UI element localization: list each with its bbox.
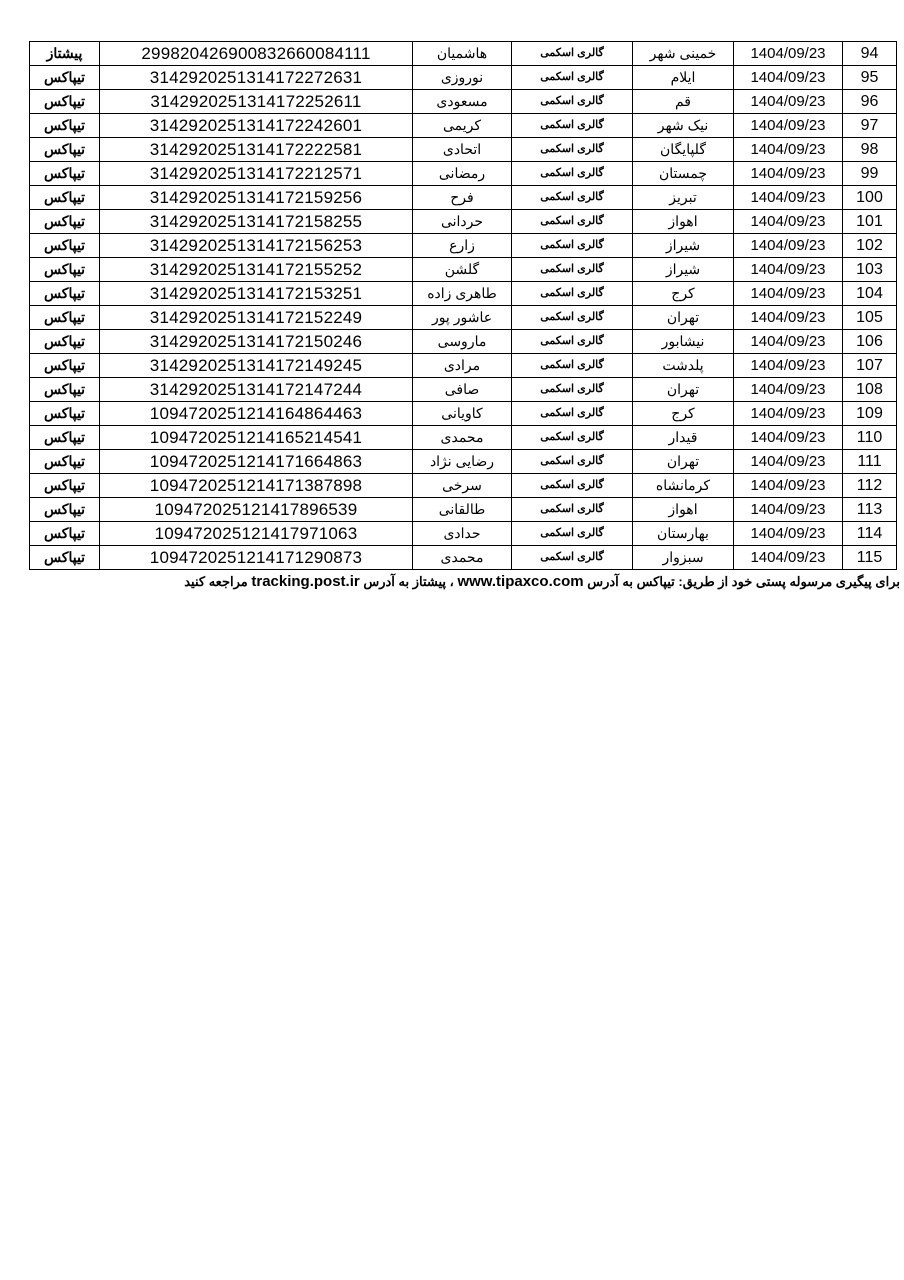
shop-name-cell: گالری اسکمی <box>512 258 633 282</box>
table-row <box>30 450 897 474</box>
shop-name-cell: گالری اسکمی <box>512 234 633 258</box>
table-row <box>30 522 897 546</box>
tracking-number-cell: 1094720251214171290873 <box>100 546 413 570</box>
date-cell: 1404/09/23 <box>734 354 843 378</box>
table-row <box>30 138 897 162</box>
date-cell: 1404/09/23 <box>734 186 843 210</box>
table-row <box>30 498 897 522</box>
row-number-cell: 106 <box>843 330 897 354</box>
carrier-cell: تیپاکس <box>30 186 100 210</box>
tracking-number-cell: 3142920251314172156253 <box>100 234 413 258</box>
recipient-name-cell: طالقانی <box>413 498 512 522</box>
city-cell: ایلام <box>633 66 734 90</box>
recipient-name-cell: حدادی <box>413 522 512 546</box>
recipient-name-cell: سرخی <box>413 474 512 498</box>
city-cell: پلدشت <box>633 354 734 378</box>
carrier-cell: تیپاکس <box>30 354 100 378</box>
city-cell: قیدار <box>633 426 734 450</box>
tracking-number-cell: 1094720251214171664863 <box>100 450 413 474</box>
carrier-cell: تیپاکس <box>30 474 100 498</box>
shop-name-cell: گالری اسکمی <box>512 450 633 474</box>
city-cell: نیشابور <box>633 330 734 354</box>
carrier-cell: تیپاکس <box>30 258 100 282</box>
carrier-cell: تیپاکس <box>30 378 100 402</box>
recipient-name-cell: زارع <box>413 234 512 258</box>
date-cell: 1404/09/23 <box>734 210 843 234</box>
date-cell: 1404/09/23 <box>734 498 843 522</box>
tracking-number-cell: 109472025121417971063 <box>100 522 413 546</box>
table-row <box>30 186 897 210</box>
carrier-cell: تیپاکس <box>30 522 100 546</box>
shop-name-cell: گالری اسکمی <box>512 162 633 186</box>
tracking-number-cell: 3142920251314172242601 <box>100 114 413 138</box>
table-row <box>30 426 897 450</box>
tracking-number-cell: 3142920251314172222581 <box>100 138 413 162</box>
tracking-number-cell: 299820426900832660084111 <box>100 42 413 66</box>
shop-name-cell: گالری اسکمی <box>512 378 633 402</box>
date-cell: 1404/09/23 <box>734 42 843 66</box>
table-row <box>30 546 897 570</box>
date-cell: 1404/09/23 <box>734 402 843 426</box>
shop-name-cell: گالری اسکمی <box>512 354 633 378</box>
tracking-number-cell: 3142920251314172252611 <box>100 90 413 114</box>
row-number-cell: 111 <box>843 450 897 474</box>
row-number-cell: 112 <box>843 474 897 498</box>
table-row <box>30 306 897 330</box>
date-cell: 1404/09/23 <box>734 138 843 162</box>
row-number-cell: 95 <box>843 66 897 90</box>
city-cell: کرج <box>633 282 734 306</box>
recipient-name-cell: اتحادی <box>413 138 512 162</box>
recipient-name-cell: نوروزی <box>413 66 512 90</box>
carrier-cell: پیشتاز <box>30 42 100 66</box>
city-cell: خمینی شهر <box>633 42 734 66</box>
carrier-cell: تیپاکس <box>30 426 100 450</box>
recipient-name-cell: کریمی <box>413 114 512 138</box>
row-number-cell: 105 <box>843 306 897 330</box>
row-number-cell: 97 <box>843 114 897 138</box>
table-row <box>30 330 897 354</box>
row-number-cell: 109 <box>843 402 897 426</box>
carrier-cell: تیپاکس <box>30 90 100 114</box>
shop-name-cell: گالری اسکمی <box>512 210 633 234</box>
shop-name-cell: گالری اسکمی <box>512 42 633 66</box>
date-cell: 1404/09/23 <box>734 90 843 114</box>
city-cell: گلپایگان <box>633 138 734 162</box>
tipax-url-link[interactable]: www.tipaxco.com <box>457 573 584 590</box>
city-cell: شیراز <box>633 258 734 282</box>
date-cell: 1404/09/23 <box>734 546 843 570</box>
tracking-instructions-middle: ، پیشتاز به آدرس <box>363 574 454 589</box>
shop-name-cell: گالری اسکمی <box>512 306 633 330</box>
row-number-cell: 113 <box>843 498 897 522</box>
table-row <box>30 282 897 306</box>
shop-name-cell: گالری اسکمی <box>512 138 633 162</box>
shop-name-cell: گالری اسکمی <box>512 66 633 90</box>
row-number-cell: 104 <box>843 282 897 306</box>
date-cell: 1404/09/23 <box>734 162 843 186</box>
recipient-name-cell: مرادی <box>413 354 512 378</box>
carrier-cell: تیپاکس <box>30 66 100 90</box>
city-cell: قم <box>633 90 734 114</box>
tracking-number-cell: 3142920251314172149245 <box>100 354 413 378</box>
table-row <box>30 402 897 426</box>
date-cell: 1404/09/23 <box>734 426 843 450</box>
tracking-number-cell: 3142920251314172152249 <box>100 306 413 330</box>
carrier-cell: تیپاکس <box>30 282 100 306</box>
tracking-number-cell: 1094720251214165214541 <box>100 426 413 450</box>
shop-name-cell: گالری اسکمی <box>512 90 633 114</box>
shop-name-cell: گالری اسکمی <box>512 522 633 546</box>
row-number-cell: 100 <box>843 186 897 210</box>
date-cell: 1404/09/23 <box>734 330 843 354</box>
recipient-name-cell: محمدی <box>413 426 512 450</box>
date-cell: 1404/09/23 <box>734 258 843 282</box>
carrier-cell: تیپاکس <box>30 498 100 522</box>
row-number-cell: 99 <box>843 162 897 186</box>
date-cell: 1404/09/23 <box>734 450 843 474</box>
shop-name-cell: گالری اسکمی <box>512 474 633 498</box>
row-number-cell: 114 <box>843 522 897 546</box>
table-row <box>30 162 897 186</box>
shipments-table-body <box>30 42 897 570</box>
shop-name-cell: گالری اسکمی <box>512 114 633 138</box>
tracking-instructions-end: مراجعه کنید <box>184 574 248 589</box>
tracking-number-cell: 1094720251214171387898 <box>100 474 413 498</box>
row-number-cell: 102 <box>843 234 897 258</box>
recipient-name-cell: حردانی <box>413 210 512 234</box>
table-row <box>30 234 897 258</box>
tracking-number-cell: 3142920251314172272631 <box>100 66 413 90</box>
tracking-number-cell: 1094720251214164864463 <box>100 402 413 426</box>
post-tracking-url-link[interactable]: tracking.post.ir <box>251 573 360 590</box>
recipient-name-cell: رمضانی <box>413 162 512 186</box>
recipient-name-cell: عاشور پور <box>413 306 512 330</box>
shop-name-cell: گالری اسکمی <box>512 498 633 522</box>
table-row <box>30 354 897 378</box>
tracking-number-cell: 3142920251314172147244 <box>100 378 413 402</box>
shop-name-cell: گالری اسکمی <box>512 186 633 210</box>
city-cell: نیک شهر <box>633 114 734 138</box>
shop-name-cell: گالری اسکمی <box>512 402 633 426</box>
recipient-name-cell: هاشمیان <box>413 42 512 66</box>
tracking-number-cell: 3142920251314172150246 <box>100 330 413 354</box>
shop-name-cell: گالری اسکمی <box>512 426 633 450</box>
recipient-name-cell: رضایی نژاد <box>413 450 512 474</box>
city-cell: کرج <box>633 402 734 426</box>
carrier-cell: تیپاکس <box>30 330 100 354</box>
date-cell: 1404/09/23 <box>734 234 843 258</box>
carrier-cell: تیپاکس <box>30 450 100 474</box>
row-number-cell: 96 <box>843 90 897 114</box>
shop-name-cell: گالری اسکمی <box>512 546 633 570</box>
shop-name-cell: گالری اسکمی <box>512 282 633 306</box>
recipient-name-cell: صافی <box>413 378 512 402</box>
carrier-cell: تیپاکس <box>30 162 100 186</box>
table-row <box>30 66 897 90</box>
row-number-cell: 107 <box>843 354 897 378</box>
recipient-name-cell: گلشن <box>413 258 512 282</box>
carrier-cell: تیپاکس <box>30 138 100 162</box>
table-row <box>30 258 897 282</box>
carrier-cell: تیپاکس <box>30 546 100 570</box>
city-cell: سبزوار <box>633 546 734 570</box>
date-cell: 1404/09/23 <box>734 378 843 402</box>
shipments-table <box>29 41 897 570</box>
table-row <box>30 42 897 66</box>
row-number-cell: 110 <box>843 426 897 450</box>
row-number-cell: 101 <box>843 210 897 234</box>
carrier-cell: تیپاکس <box>30 210 100 234</box>
date-cell: 1404/09/23 <box>734 66 843 90</box>
recipient-name-cell: محمدی <box>413 546 512 570</box>
date-cell: 1404/09/23 <box>734 282 843 306</box>
city-cell: چمستان <box>633 162 734 186</box>
table-row <box>30 378 897 402</box>
city-cell: اهواز <box>633 210 734 234</box>
city-cell: کرمانشاه <box>633 474 734 498</box>
city-cell: تهران <box>633 378 734 402</box>
city-cell: تهران <box>633 306 734 330</box>
row-number-cell: 108 <box>843 378 897 402</box>
date-cell: 1404/09/23 <box>734 114 843 138</box>
tracking-number-cell: 3142920251314172159256 <box>100 186 413 210</box>
recipient-name-cell: طاهری زاده <box>413 282 512 306</box>
city-cell: تهران <box>633 450 734 474</box>
row-number-cell: 98 <box>843 138 897 162</box>
date-cell: 1404/09/23 <box>734 306 843 330</box>
recipient-name-cell: کاویانی <box>413 402 512 426</box>
table-row <box>30 114 897 138</box>
carrier-cell: تیپاکس <box>30 234 100 258</box>
recipient-name-cell: فرح <box>413 186 512 210</box>
tracking-number-cell: 10947202512141789653​9 <box>100 498 413 522</box>
tracking-number-cell: 3142920251314172155252 <box>100 258 413 282</box>
recipient-name-cell: ماروسی <box>413 330 512 354</box>
row-number-cell: 94 <box>843 42 897 66</box>
table-row <box>30 90 897 114</box>
tracking-number-cell: 3142920251314172212571 <box>100 162 413 186</box>
row-number-cell: 115 <box>843 546 897 570</box>
table-row <box>30 210 897 234</box>
carrier-cell: تیپاکس <box>30 306 100 330</box>
carrier-cell: تیپاکس <box>30 114 100 138</box>
table-row <box>30 474 897 498</box>
city-cell: اهواز <box>633 498 734 522</box>
tracking-number-cell: 3142920251314172153251 <box>100 282 413 306</box>
recipient-name-cell: مسعودی <box>413 90 512 114</box>
city-cell: تبریز <box>633 186 734 210</box>
tracking-instructions <box>10 573 900 590</box>
city-cell: بهارستان <box>633 522 734 546</box>
tracking-number-cell: 3142920251314172158255 <box>100 210 413 234</box>
row-number-cell: 103 <box>843 258 897 282</box>
shop-name-cell: گالری اسکمی <box>512 330 633 354</box>
carrier-cell: تیپاکس <box>30 402 100 426</box>
tracking-instructions-intro: برای پیگیری مرسوله پستی خود از طریق: تیپاکس به آدرس <box>587 574 900 589</box>
city-cell: شیراز <box>633 234 734 258</box>
date-cell: 1404/09/23 <box>734 474 843 498</box>
date-cell: 1404/09/23 <box>734 522 843 546</box>
